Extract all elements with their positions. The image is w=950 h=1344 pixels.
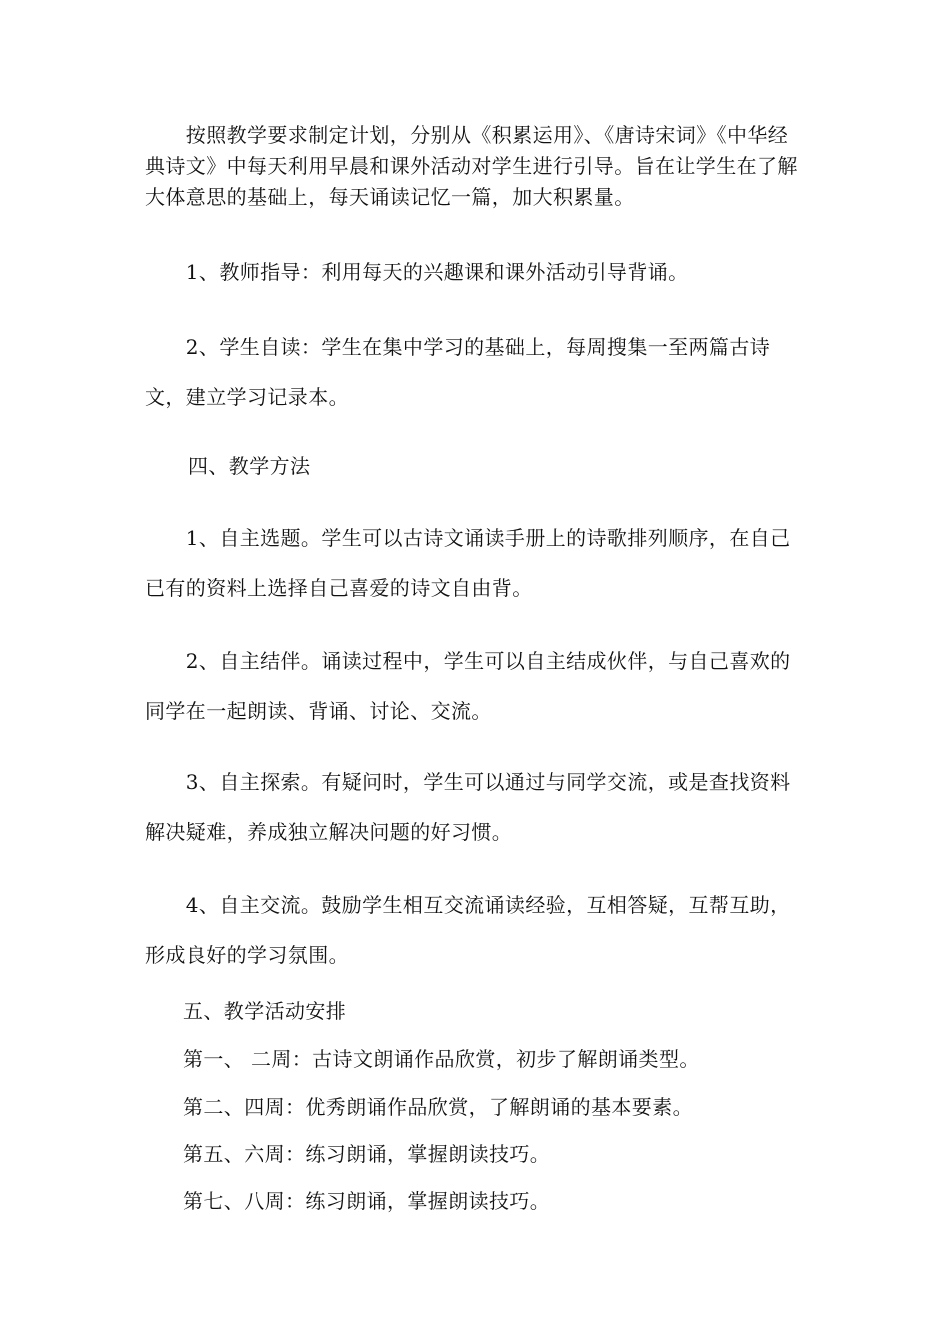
method-item-4: 4、自主交流。鼓励学生相互交流诵读经验，互相答疑，互帮互助，形成良好的学习氛围。 bbox=[145, 893, 791, 967]
section-heading-teaching-methods: 四、教学方法 bbox=[188, 454, 311, 478]
section-heading-activity-schedule: 五、教学活动安排 bbox=[183, 999, 347, 1023]
method-item-3: 3、自主探索。有疑问时，学生可以通过与同学交流，或是查找资料解决疑难，养成独立解决问题的好习惯。 bbox=[145, 770, 791, 844]
schedule-line: 第一、 二周：古诗文朗诵作品欣赏，初步了解朗诵类型。 bbox=[183, 1047, 700, 1071]
guidance-item-2: 2、学生自读：学生在集中学习的基础上，每周搜集一至两篇古诗文，建立学习记录本。 bbox=[145, 335, 771, 409]
schedule-line: 第二、四周：优秀朗诵作品欣赏，了解朗诵的基本要素。 bbox=[183, 1095, 693, 1119]
schedule-line: 第五、六周：练习朗诵，掌握朗读技巧。 bbox=[183, 1142, 551, 1166]
guidance-item-1: 1、教师指导：利用每天的兴趣课和课外活动引导背诵。 bbox=[145, 260, 689, 284]
schedule-line: 第七、八周：练习朗诵，掌握朗读技巧。 bbox=[183, 1189, 551, 1213]
method-item-1: 1、自主选题。学生可以古诗文诵读手册上的诗歌排列顺序，在自己已有的资料上选择自己喜爱的诗文自由背。 bbox=[145, 526, 791, 600]
method-item-2: 2、自主结伴。诵读过程中，学生可以自主结成伙伴，与自己喜欢的同学在一起朗读、背诵、讨论、交流。 bbox=[145, 649, 791, 723]
intro-paragraph: 按照教学要求制定计划，分别从《积累运用》、《唐诗宋词》《中华经典诗文》中每天利用早晨和课外活动对学生进行引导。旨在让学生在了解大体意思的基础上，每天诵读记忆一篇，加大积累量。 bbox=[145, 123, 798, 209]
